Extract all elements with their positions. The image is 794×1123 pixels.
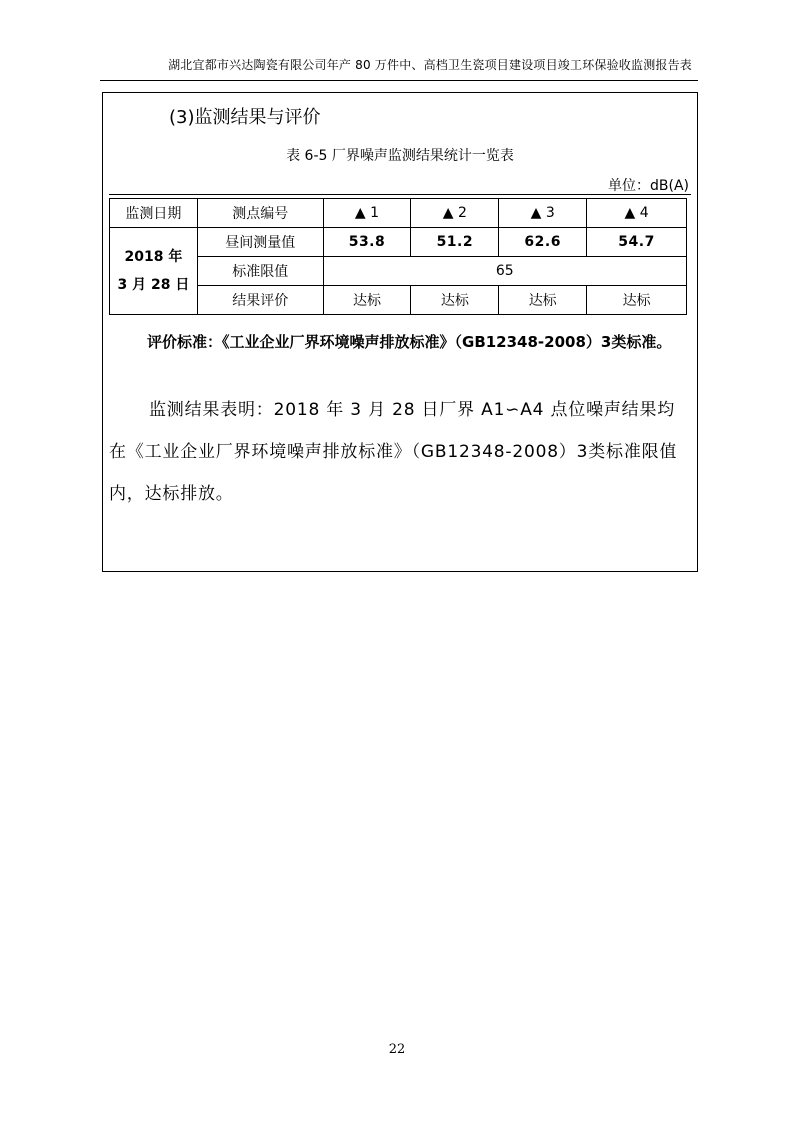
measured-1: 53.8 [323,228,411,257]
measured-3: 62.6 [499,228,587,257]
limit-value: 65 [323,257,686,286]
measured-4: 54.7 [587,228,687,257]
evaluation-standard: 评价标准：《工业企业厂界环境噪声排放标准》（GB12348-2008）3类标准。 [147,333,672,351]
eval-3: 达标 [499,286,587,315]
eval-2: 达标 [411,286,499,315]
table-row-measured [110,228,687,257]
table-top-rule [109,194,691,195]
result-paragraph: 监测结果表明：2018 年 3 月 28 日厂界 A1∽A4 点位噪声结果均在《工业企业厂界环境噪声排放标准》（GB12348-2008）3类标准限值内，达标排放。 [109,400,678,504]
header-point: 测点编号 [197,199,323,228]
row-label-limit: 标准限值 [197,257,323,286]
point-2: ▲ 2 [411,199,499,228]
row-label-eval: 结果评价 [197,286,323,315]
measured-2: 51.2 [411,228,499,257]
document-header: 湖北宜都市兴达陶瓷有限公司年产 80 万件中、高档卫生瓷项目建设项目竣工环保验收监测报告表 [168,58,692,72]
eval-4: 达标 [587,286,687,315]
point-4: ▲ 4 [587,199,687,228]
noise-results-table [109,198,687,315]
header-date: 监测日期 [110,199,198,228]
point-1: ▲ 1 [323,199,411,228]
header-rule [100,80,698,81]
content-frame [102,92,698,572]
section-title: (3)监测结果与评价 [169,107,321,128]
date-line-1: 2018 年 [124,249,183,265]
date-line-2: 3 月 28 日 [117,277,190,293]
date-cell [110,228,198,315]
eval-1: 达标 [323,286,411,315]
table-caption: 表 6-5 厂界噪声监测结果统计一览表 [286,148,514,164]
unit-label: 单位：dB(A) [608,178,689,194]
table-header-row [110,199,687,228]
point-3: ▲ 3 [499,199,587,228]
page-number: 22 [388,1042,406,1057]
row-label-measured: 昼间测量值 [197,228,323,257]
